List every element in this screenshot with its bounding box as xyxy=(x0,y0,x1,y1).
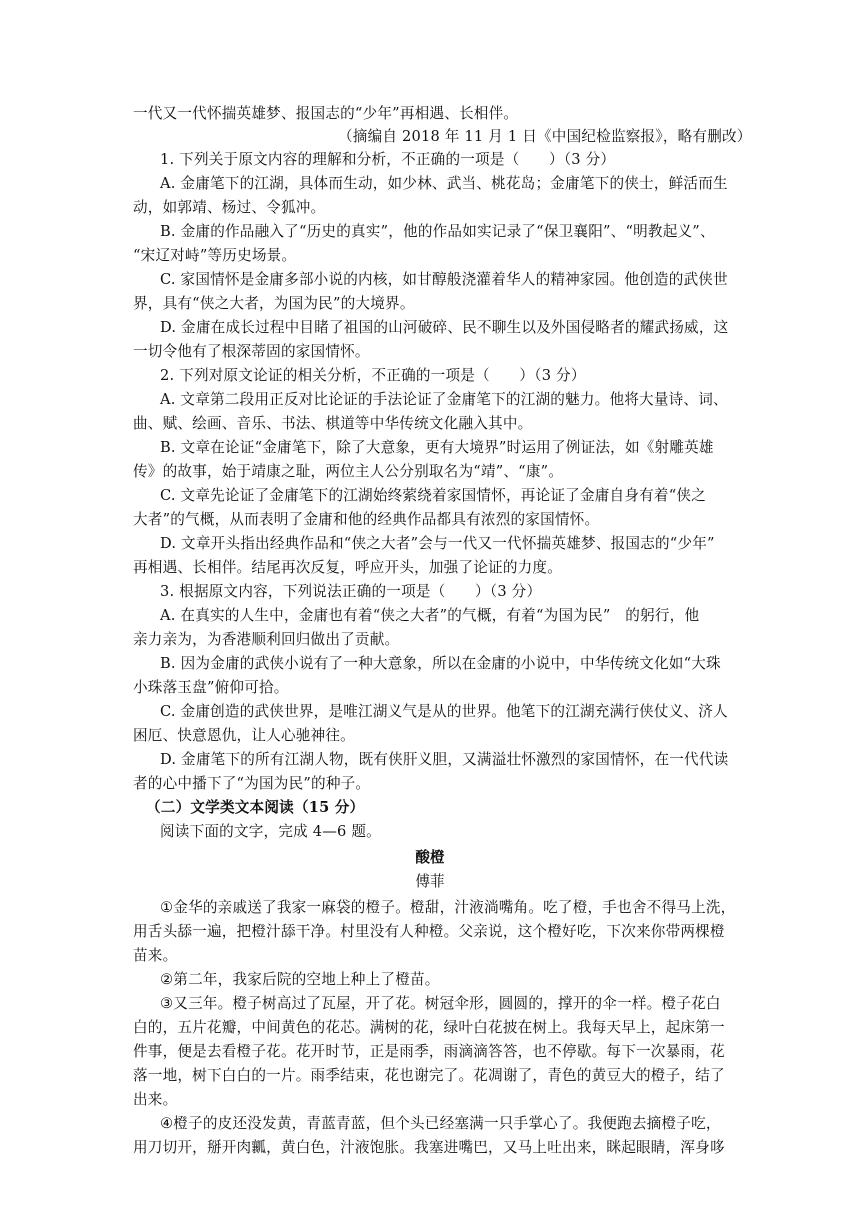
story-paragraph-1-cont: 用舌头舔一遍，把橙汁舔干净。村里没有人种橙。父亲说，这个橙好吃，下次来你带两棵橙 xyxy=(133,923,725,940)
story-paragraph-3-end: 出来。 xyxy=(133,1091,178,1108)
question-1-option-c-cont: 界，具有“侠之大者，为国为民”的大境界。 xyxy=(133,295,415,312)
question-3-stem: 3. 根据原文内容，下列说法正确的一项是（ ）（3 分） xyxy=(160,583,542,600)
story-paragraph-2: ②第二年，我家后院的空地上种上了橙苗。 xyxy=(160,971,440,988)
passage-closing-line: 一代又一代怀揣英雄梦、报国志的“少年”再相遇、长相伴。 xyxy=(133,105,519,122)
question-3-option-b-cont: 小珠落玉盘”俯仰可拾。 xyxy=(133,679,289,696)
question-3-option-c: C. 金庸创造的武侠世界，是唯江湖义气是从的世界。他笔下的江湖充满行侠仗义、济人 xyxy=(160,703,728,720)
question-1-option-b-cont: “宋辽对峙”等历史场景。 xyxy=(133,247,297,264)
question-3-option-c-cont: 困厄、快意恩仇，让人心驰神往。 xyxy=(133,727,355,744)
section-instruction: 阅读下面的文字，完成 4—6 题。 xyxy=(160,823,381,840)
question-2-option-a-cont: 曲、赋、绘画、音乐、书法、棋道等中华传统文化融入其中。 xyxy=(133,415,533,432)
question-1-option-a: A. 金庸笔下的江湖，具体而生动，如少林、武当、桃花岛；金庸笔下的侠士，鲜活而生 xyxy=(160,175,728,192)
question-1-option-a-cont: 动，如郭靖、杨过、令狐冲。 xyxy=(133,199,326,216)
question-2-option-c-cont: 大者”的气概，从而表明了金庸和他的经典作品都具有浓烈的家国情怀。 xyxy=(133,511,600,528)
question-1-option-b: B. 金庸的作品融入了“历史的真实”，他的作品如实记录了“保卫襄阳”、“明教起义”、 xyxy=(160,223,715,240)
question-2-option-d: D. 文章开头指出经典作品和“侠之大者”会与一代又一代怀揣英雄梦、报国志的“少年” xyxy=(160,535,715,552)
question-2-option-a: A. 文章第二段用正反对比论证的手法论证了金庸笔下的江湖的魅力。他将大量诗、词、 xyxy=(160,391,728,408)
story-paragraph-3-cont-2: 件事，便是去看橙子花。花开时节，正是雨季，雨滴滴答答，也不停歇。每下一次暴雨，花 xyxy=(133,1043,725,1060)
question-2-option-d-cont: 再相遇、长相伴。结尾再次反复，呼应开头，加强了论证的力度。 xyxy=(133,559,563,576)
question-3-option-a: A. 在真实的人生中，金庸也有着“侠之大者”的气概，有着“为国为民” 的躬行，他 xyxy=(160,607,700,624)
question-3-option-b: B. 因为金庸的武侠小说有了一种大意象，所以在金庸的小说中，中华传统文化如“大珠 xyxy=(160,655,721,672)
story-paragraph-1: ①金华的亲戚送了我家一麻袋的橙子。橙甜，汁液淌嘴角。吃了橙，手也舍不得马上洗， xyxy=(160,899,736,916)
question-3-option-a-cont: 亲力亲为，为香港顺利回归做出了贡献。 xyxy=(133,631,400,648)
story-paragraph-4-cont: 用刀切开，掰开肉瓤，黄白色，汁液饱胀。我塞进嘴巴，又马上吐出来，眯起眼睛，浑身哆 xyxy=(133,1139,725,1156)
story-paragraph-3-cont-3: 落一地，树下白白的一片。雨季结束，花也谢完了。花凋谢了，青色的黄豆大的橙子，结了 xyxy=(133,1067,725,1084)
story-paragraph-1-end: 苗来。 xyxy=(133,947,178,964)
question-2-option-b: B. 文章在论证“金庸笔下，除了大意象，更有大境界”时运用了例证法，如《射雕英雄 xyxy=(160,439,714,456)
story-title: 酸橙 xyxy=(415,849,445,866)
question-1-option-d: D. 金庸在成长过程中目睹了祖国的山河破碎、民不聊生以及外国侵略者的耀武扬威，这 xyxy=(160,319,729,336)
question-2-stem: 2. 下列对原文论证的相关分析，不正确的一项是（ ）（3 分） xyxy=(160,367,586,384)
question-1-stem: 1. 下列关于原文内容的理解和分析，不正确的一项是（ ）（3 分） xyxy=(160,151,616,168)
story-paragraph-3-cont-1: 白的，五片花瓣，中间黄色的花芯。满树的花，绿叶白花披在树上。我每天早上，起床第一 xyxy=(133,1019,725,1036)
question-1-option-d-cont: 一切令他有了根深蒂固的家国情怀。 xyxy=(133,343,370,360)
story-author: 傅菲 xyxy=(415,873,445,890)
section-heading: （二）文学类文本阅读（15 分） xyxy=(146,799,365,816)
story-paragraph-4: ④橙子的皮还没发黄，青蓝青蓝，但个头已经塞满一只手掌心了。我便跑去摘橙子吃， xyxy=(160,1115,721,1132)
question-3-option-d: D. 金庸笔下的所有江湖人物，既有侠肝义胆，又满溢壮怀激烈的家国情怀，在一代代读 xyxy=(160,751,729,768)
question-1-option-c: C. 家国情怀是金庸多部小说的内核，如甘醇般浇灌着华人的精神家园。他创造的武侠世 xyxy=(160,271,728,288)
question-2-option-b-cont: 传》的故事，始于靖康之耻，两位主人公分别取名为“靖”、“康”。 xyxy=(133,463,564,480)
question-2-option-c: C. 文章先论证了金庸笔下的江湖始终萦绕着家国情怀，再论证了金庸自身有着“侠之 xyxy=(160,487,706,504)
story-paragraph-3: ③又三年。橙子树高过了瓦屋，开了花。树冠伞形，圆圆的，撑开的伞一样。橙子花白 xyxy=(160,995,721,1012)
question-3-option-d-cont: 者的心中播下了“为国为民”的种子。 xyxy=(133,775,371,792)
source-note: （摘编自 2018 年 11 月 1 日《中国纪检监察报》，略有删改） xyxy=(338,128,752,145)
